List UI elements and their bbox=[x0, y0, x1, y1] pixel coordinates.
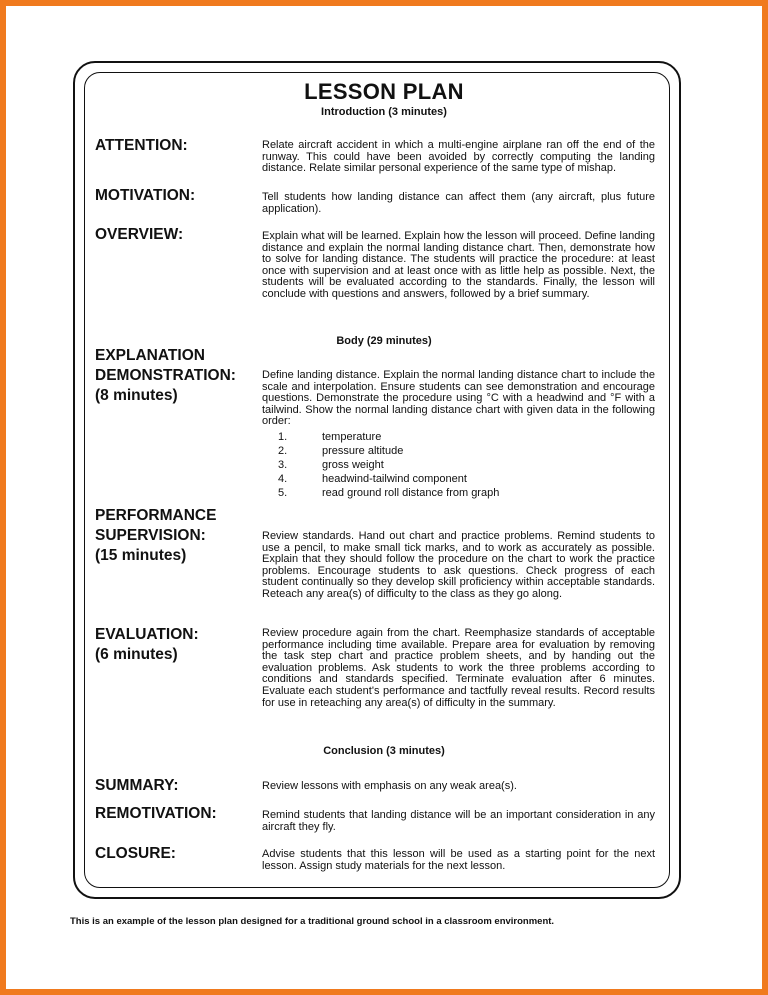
overview-label: OVERVIEW: bbox=[95, 226, 184, 243]
attention-text: Relate aircraft accident in which a multi-engine airplane ran off the end of the runway. This could have been avoided by correctly computing the landing distance. Relate similar personal experience of the same type of mishap. bbox=[262, 139, 655, 175]
closure-label: CLOSURE: bbox=[95, 845, 176, 862]
motivation-text: Tell students how landing distance can affect them (any aircraft, plus future application). bbox=[262, 191, 655, 215]
document-page bbox=[6, 6, 762, 989]
performance-text: Review standards. Hand out chart and practice problems. Remind students to use a pencil, to make small tick marks, and to work as accurately as possible. Explain that they should follow the procedure on the chart to work the practice problems. Encourage students to ask questions. Check progress of each student continually so they develop skill proficiency within acceptable standards. Reteach any area(s) of difficulty to the class as they go along. bbox=[262, 530, 655, 600]
body-heading: Body (29 minutes) bbox=[336, 335, 432, 347]
step-text: headwind-tailwind component bbox=[322, 473, 467, 485]
list-item bbox=[262, 430, 655, 444]
overview-text: Explain what will be learned. Explain how the lesson will proceed. Define landing distance and explain the normal landing distance chart. Then, demonstrate how to solve for landing distance. The students will practice the procedure: at least once with supervision and at least once with as little help as possible. Next, the students will be evaluated according to the standards. Finally, the lesson will conclude with questions and answers, followed by a brief summary. bbox=[262, 230, 655, 300]
step-text: read ground roll distance from graph bbox=[322, 487, 500, 499]
evaluation-label: EVALUATION: (6 minutes) bbox=[95, 626, 199, 663]
summary-label: SUMMARY: bbox=[95, 777, 179, 794]
step-text: temperature bbox=[322, 431, 382, 443]
document-title: LESSON PLAN bbox=[304, 79, 464, 104]
list-item bbox=[262, 444, 655, 458]
remotivation-text: Remind students that landing distance will be an important consideration in any aircraft they fly. bbox=[262, 809, 655, 833]
step-number: 5. bbox=[278, 487, 288, 499]
conclusion-heading: Conclusion (3 minutes) bbox=[323, 745, 445, 757]
step-text: gross weight bbox=[322, 459, 384, 471]
step-text: pressure altitude bbox=[322, 445, 404, 457]
introduction-heading: Introduction (3 minutes) bbox=[321, 106, 447, 118]
list-item bbox=[262, 458, 655, 472]
remotivation-label: REMOTIVATION: bbox=[95, 805, 217, 822]
step-number: 3. bbox=[278, 459, 288, 471]
explanation-text: Define landing distance. Explain the normal landing distance chart to include the scale and interpolation. Ensure students can see demonstration and encourage questions. Demonstrate the procedure using °C with a headwind and °F with a tailwind. Show the normal landing distance chart with given data in the following order: bbox=[262, 369, 655, 428]
evaluation-text: Review procedure again from the chart. Reemphasize standards of acceptable performance including time available. Prepare area for evaluation by removing the task step chart and practice problem sheets, and by handing out the evaluation problems. Ask students to work the three problems according to conditions and standards specified. Terminate evaluation after 6 minutes. Evaluate each student's performance and tactfully reveal results. Record results for use in reteaching any area(s) of difficulty in the summary. bbox=[262, 627, 655, 709]
list-item bbox=[262, 472, 655, 486]
step-number: 2. bbox=[278, 445, 288, 457]
procedure-steps-list bbox=[262, 430, 655, 500]
attention-label: ATTENTION: bbox=[95, 137, 188, 154]
figure-caption: This is an example of the lesson plan designed for a traditional ground school in a classroom environment. bbox=[70, 916, 555, 927]
motivation-label: MOTIVATION: bbox=[95, 187, 196, 204]
performance-label: PERFORMANCE SUPERVISION: (15 minutes) bbox=[95, 507, 217, 564]
explanation-label: EXPLANATION DEMONSTRATION: (8 minutes) bbox=[95, 347, 236, 404]
closure-text: Advise students that this lesson will be used as a starting point for the next lesson. Assign study materials for the next lesson. bbox=[262, 848, 655, 872]
step-number: 4. bbox=[278, 473, 288, 485]
summary-text: Review lessons with emphasis on any weak area(s). bbox=[262, 780, 517, 792]
list-item bbox=[262, 486, 655, 500]
step-number: 1. bbox=[278, 431, 288, 443]
